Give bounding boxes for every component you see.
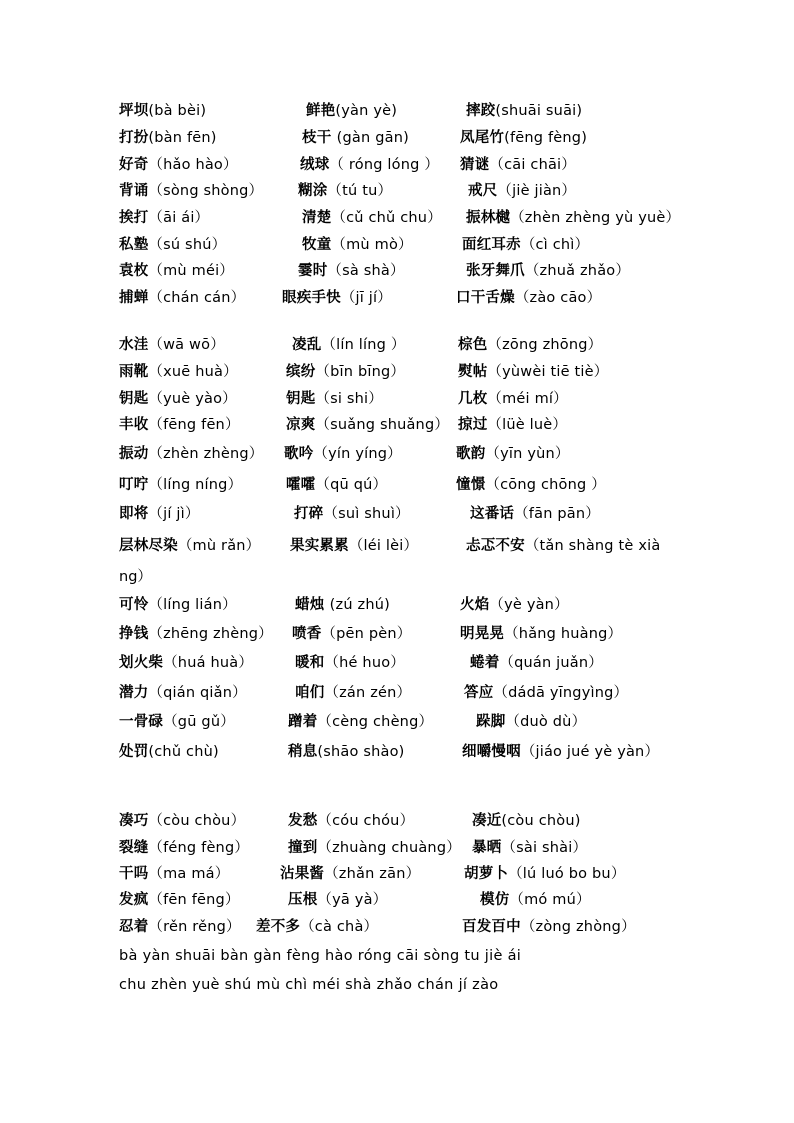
word-row	[0, 388, 794, 412]
word-row	[0, 652, 794, 676]
word-row	[0, 414, 794, 438]
pinyin-entry: 钥匙（si shi）	[286, 391, 383, 407]
pinyin-entry: 凤尾竹(fēng fèng)	[460, 130, 588, 146]
pinyin-entry: 打扮(bàn fēn)	[119, 130, 217, 146]
word-row	[0, 863, 794, 887]
pinyin-entry: 干吗（ma má）	[119, 866, 230, 882]
pinyin-entry: 层林尽染（mù rǎn）	[119, 538, 261, 554]
pinyin-entry: 暴晒（sài shài）	[472, 840, 588, 856]
word-row	[0, 741, 794, 765]
pinyin-entry: 振动（zhèn zhèng）	[119, 446, 264, 462]
word-row	[0, 623, 794, 647]
pinyin-entry: 忍着（rěn rěng）	[119, 919, 241, 935]
answer-line: chu zhèn yuè shú mù chì méi shà zhǎo chán jí zào	[119, 977, 499, 993]
pinyin-entry: 眼疾手快（jī jí）	[282, 290, 392, 306]
pinyin-entry: 蹭着（cèng chèng）	[288, 714, 434, 730]
pinyin-entry: 发疯（fēn fēng）	[119, 892, 240, 908]
word-row	[0, 503, 794, 527]
pinyin-entry: 憧憬（cōng chōng ）	[456, 477, 606, 493]
pinyin-entry: 绒球（ róng lóng ）	[300, 157, 440, 173]
pinyin-entry: 猜谜（cāi chāi）	[460, 157, 576, 173]
pinyin-entry: 坪坝(bà bèi)	[119, 103, 207, 119]
word-row	[0, 682, 794, 706]
pinyin-entry: 差不多（cà chà）	[256, 919, 379, 935]
word-row	[0, 594, 794, 618]
word-row	[0, 361, 794, 385]
pinyin-entry: 糊涂（tú tu）	[298, 183, 393, 199]
word-row	[0, 711, 794, 735]
pinyin-entry: 可怜（líng lián）	[119, 597, 237, 613]
pinyin-entry: 振林樾（zhèn zhèng yù yuè）	[466, 210, 681, 226]
word-row	[0, 127, 794, 151]
word-row	[0, 916, 794, 940]
pinyin-entry: 打碎（suì shuì）	[294, 506, 410, 522]
word-row	[0, 837, 794, 861]
pinyin-entry: 摔跤(shuāi suāi)	[466, 103, 583, 119]
pinyin-entry: 清楚（cǔ chǔ chu）	[302, 210, 442, 226]
word-row	[0, 100, 794, 124]
word-row	[0, 474, 794, 498]
pinyin-entry: 掠过（lüè luè）	[458, 417, 568, 433]
pinyin-entry: 潜力（qián qiǎn）	[119, 685, 247, 701]
pinyin-entry: 稍息(shāo shào)	[288, 744, 405, 760]
pinyin-entry: 忐忑不安（tǎn shàng tè xià	[466, 538, 661, 554]
pinyin-entry: 歌吟（yín yíng）	[284, 446, 402, 462]
pinyin-entry: 挨打（āi ái）	[119, 210, 210, 226]
pinyin-entry: 鲜艳(yàn yè)	[306, 103, 398, 119]
word-row	[0, 334, 794, 358]
pinyin-entry: 明晃晃（hǎng huàng）	[460, 626, 623, 642]
pinyin-entry: 跺脚（duò dù）	[476, 714, 587, 730]
pinyin-entry: 沾果酱（zhǎn zān）	[280, 866, 421, 882]
pinyin-entry: 叮咛（líng níng）	[119, 477, 243, 493]
pinyin-entry: 胡萝卜（lú luó bo bu）	[464, 866, 626, 882]
pinyin-entry: 水洼（wā wō）	[119, 337, 225, 353]
pinyin-entry: 挣钱（zhēng zhèng）	[119, 626, 273, 642]
pinyin-entry: 蜡烛 (zú zhú)	[295, 597, 390, 613]
pinyin-entry: 好奇（hǎo hào）	[119, 157, 238, 173]
pinyin-entry: 钥匙（yuè yào）	[119, 391, 237, 407]
pinyin-entry: 袁枚（mù méi）	[119, 263, 235, 279]
answer-line: bà yàn shuāi bàn gàn fèng hào róng cāi sòng tu jiè ái	[119, 948, 522, 964]
word-row	[0, 180, 794, 204]
word-row	[0, 234, 794, 258]
pinyin-entry: 即将（jí jì）	[119, 506, 200, 522]
pinyin-entry: 一骨碌（gū gǔ）	[119, 714, 235, 730]
pinyin-entry: 这番话（fān pān）	[470, 506, 600, 522]
pinyin-entry: 几枚（méi mí）	[458, 391, 568, 407]
pinyin-entry: 枝干 (gàn gān)	[302, 130, 409, 146]
word-row	[0, 287, 794, 311]
word-row	[0, 207, 794, 231]
word-row	[0, 889, 794, 913]
word-row	[0, 443, 794, 467]
pinyin-entry: 暖和（hé huo）	[295, 655, 405, 671]
pinyin-entry: 捕蝉（chán cán）	[119, 290, 246, 306]
pinyin-entry: 答应（dádā yīngyìng）	[464, 685, 629, 701]
pinyin-entry: 戒尺（jiè jiàn）	[468, 183, 577, 199]
pinyin-entry: 撞到（zhuàng chuàng）	[288, 840, 461, 856]
pinyin-entry: 面红耳赤（cì chì）	[462, 237, 590, 253]
pinyin-entry: 果实累累（léi lèi）	[290, 538, 419, 554]
pinyin-entry: 咱们（zán zén）	[295, 685, 412, 701]
word-row	[0, 260, 794, 284]
pinyin-entry: 蜷着（quán juǎn）	[470, 655, 603, 671]
pinyin-entry: 凌乱（lín líng ）	[292, 337, 406, 353]
pinyin-entry: 霎时（sà shà）	[298, 263, 405, 279]
pinyin-entry: 背诵（sòng shòng）	[119, 183, 264, 199]
pinyin-entry: 丰收（fēng fēn）	[119, 417, 240, 433]
word-row	[0, 810, 794, 834]
pinyin-entry: 棕色（zōng zhōng）	[458, 337, 603, 353]
word-row	[0, 535, 794, 559]
pinyin-entry: 凉爽（suǎng shuǎng）	[286, 417, 450, 433]
pinyin-entry: 火焰（yè yàn）	[460, 597, 569, 613]
pinyin-entry: 熨帖（yùwèi tiē tiè）	[458, 364, 609, 380]
pinyin-entry: 处罚(chǔ chù)	[119, 744, 219, 760]
pinyin-entry: 细嚼慢咽（jiáo jué yè yàn）	[462, 744, 660, 760]
pinyin-entry: 私塾（sú shú）	[119, 237, 227, 253]
pinyin-entry: 雨靴（xuē huà）	[119, 364, 238, 380]
pinyin-entry: 缤纷（bīn bīng）	[286, 364, 406, 380]
word-row	[0, 154, 794, 178]
pinyin-entry: 压根（yā yà）	[288, 892, 388, 908]
pinyin-entry: 口干舌燥（zào cāo）	[456, 290, 602, 306]
pinyin-entry: 嚯嚯（qū qú）	[286, 477, 388, 493]
pinyin-entry: 喷香（pēn pèn）	[292, 626, 412, 642]
pinyin-entry: 凑近(còu chòu)	[472, 813, 581, 829]
pinyin-entry: 裂缝（féng fèng）	[119, 840, 250, 856]
pinyin-entry: 张牙舞爪（zhuǎ zhǎo）	[466, 263, 631, 279]
pinyin-entry: 发愁（cóu chóu）	[288, 813, 415, 829]
pinyin-entry: 模仿（mó mú）	[480, 892, 591, 908]
pinyin-entry: 歌韵（yīn yùn）	[456, 446, 570, 462]
pinyin-entry: 凑巧（còu chòu）	[119, 813, 246, 829]
pinyin-entry: 牧童（mù mò）	[302, 237, 413, 253]
wrapped-text: ng）	[119, 569, 152, 585]
pinyin-entry: 百发百中（zòng zhòng）	[462, 919, 636, 935]
pinyin-entry: 划火柴（huá huà）	[119, 655, 254, 671]
